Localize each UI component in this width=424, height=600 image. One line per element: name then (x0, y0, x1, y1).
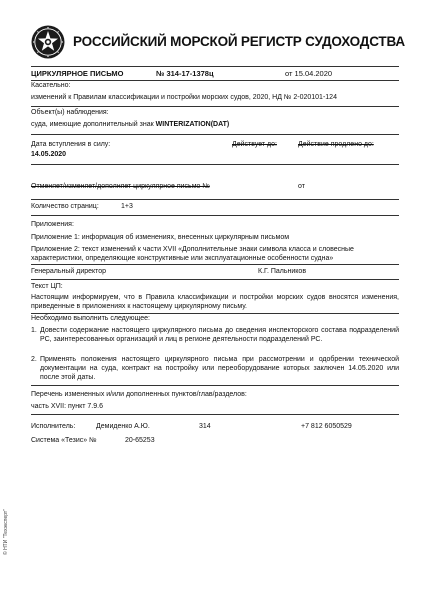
system-number: 20-65253 (125, 437, 155, 444)
objects-text-bold: WINTERIZATION(DAT) (155, 121, 230, 128)
divider (31, 134, 399, 135)
executor-phone: +7 812 6050529 (301, 423, 352, 430)
valid-until-label: Действует до: (232, 141, 277, 148)
divider (31, 80, 399, 81)
effective-date-label: Дата вступления в силу: (31, 141, 111, 148)
letter-number: № 314-17-1378ц (156, 69, 214, 78)
divider (31, 106, 399, 107)
divider (31, 164, 399, 165)
action-item-2 (31, 356, 399, 382)
executor-name: Демиденко А.Ю. (96, 423, 150, 430)
changed-items-label: Перечень измененных и/или дополненных пунктов/глав/разделов: (31, 391, 247, 398)
divider (31, 385, 399, 386)
cp-text-label: Текст ЦП: (31, 283, 63, 290)
action-item-1-text: Довести содержание настоящего циркулярного письма до сведения инспекторского состава подразделений РС, заинтересованных организаций и лиц в регионе деятельности подразделений РС. (40, 327, 399, 343)
actions-label: Необходимо выполнить следующее: (31, 315, 150, 322)
copyright-note: © НТИ "Техэксперт" (3, 509, 9, 555)
action-item-1 (31, 327, 399, 345)
signatory-position: Генеральный директор (31, 268, 107, 275)
cancels-from-label: от (298, 183, 305, 190)
subject-label: Касательно: (31, 82, 71, 89)
cancels-letter-label: Отменяет/изменяет/дополняет циркулярное письмо № (31, 183, 210, 190)
rs-logo-emblem (31, 25, 65, 59)
system-label: Система «Тезис» № (31, 437, 97, 444)
page-count-value: 1+3 (121, 203, 133, 210)
attachment-2: Приложение 2: текст изменений к части XVII «Дополнительные знаки символа класса и словесные характеристики, определяющие конструктивные или эксплуатационные особенности судна» (31, 246, 354, 262)
page-count-label: Количество страниц: (31, 203, 99, 210)
attachments-label: Приложения: (31, 221, 74, 228)
divider (31, 313, 399, 314)
objects-text-prefix: суда, имеющие дополнительный знак (31, 121, 154, 128)
divider (31, 264, 399, 265)
executor-extension: 314 (199, 423, 211, 430)
action-item-1-number: 1. (31, 327, 37, 334)
divider (31, 414, 399, 415)
objects-text (31, 121, 229, 130)
letter-date: от 15.04.2020 (285, 69, 333, 78)
changed-items-value: часть XVII: пункт 7.9.6 (31, 403, 103, 410)
divider (31, 279, 399, 280)
action-item-2-text: Применять положения настоящего циркулярного письма при рассмотрении и одобрении технической документации на суда, контракт на постройку или переоборудование которых заключен 14.05.2020 или после этой даты. (40, 356, 399, 381)
letter-type-label: ЦИРКУЛЯРНОЕ ПИСЬМО (31, 69, 124, 78)
effective-date-value: 14.05.2020 (31, 151, 67, 158)
attachment-1: Приложение 1: информация об изменениях, внесенных циркулярным письмом (31, 234, 290, 241)
divider (31, 66, 399, 67)
extended-until-label: Действие продлено до: (298, 141, 374, 148)
divider (31, 215, 399, 216)
executor-label: Исполнитель: (31, 423, 76, 430)
cp-text-body: Настоящим информируем, что в Правила классификации и постройки морских судов вносятся изменения, приведенные в приложениях к настоящему циркулярному письму. (31, 294, 399, 310)
subject-text: изменений к Правилам классификации и постройки морских судов, 2020, НД № 2-020101-124 (31, 94, 337, 101)
organization-title: РОССИЙСКИЙ МОРСКОЙ РЕГИСТР СУДОХОДСТВА (73, 34, 405, 49)
divider (31, 199, 399, 200)
objects-label: Объект(ы) наблюдения: (31, 109, 109, 116)
signatory-name: К.Г. Пальников (258, 268, 307, 275)
action-item-2-number: 2. (31, 356, 37, 363)
